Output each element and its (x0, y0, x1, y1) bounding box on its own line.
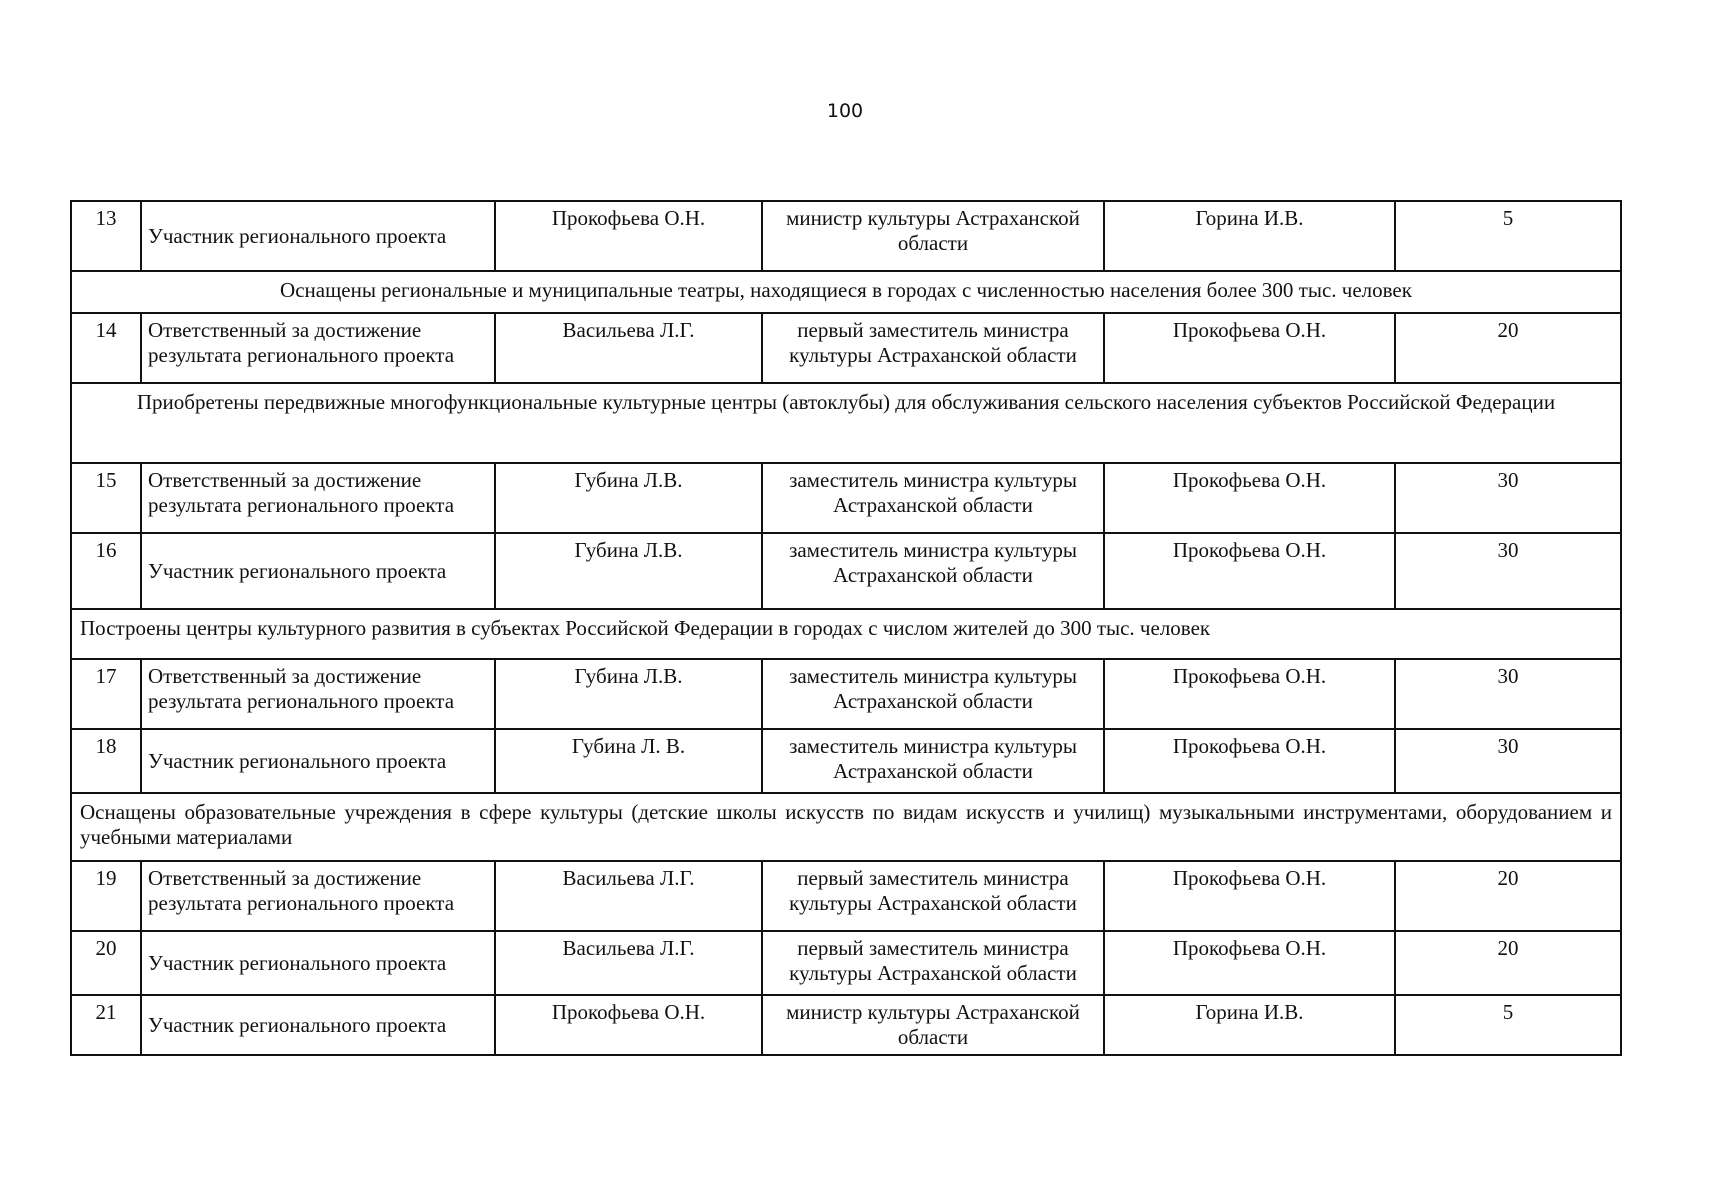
responsible-position: министр культуры Астраханской области (762, 201, 1104, 271)
row-number: 17 (71, 659, 141, 729)
responsible-name: Губина Л.В. (495, 533, 762, 609)
table-row (71, 931, 1621, 995)
table-row (71, 995, 1621, 1055)
workload-percent: 5 (1395, 995, 1621, 1055)
responsible-name: Губина Л.В. (495, 463, 762, 533)
responsible-position: первый заместитель министра культуры Астраханской области (762, 861, 1104, 931)
table-row (71, 463, 1621, 533)
responsible-position: первый заместитель министра культуры Астраханской области (762, 931, 1104, 995)
workload-percent: 20 (1395, 313, 1621, 383)
supervisor-name: Прокофьева О.Н. (1104, 533, 1395, 609)
responsible-position: министр культуры Астраханской области (762, 995, 1104, 1055)
project-role: Ответственный за достижение результата регионального проекта (141, 313, 495, 383)
row-number: 13 (71, 201, 141, 271)
table-row (71, 659, 1621, 729)
section-title: Оснащены образовательные учреждения в сфере культуры (детские школы искусств по видам искусств и училищ) музыкальными инструментами, оборудованием и учебными материалами (71, 793, 1621, 861)
row-number: 15 (71, 463, 141, 533)
project-role: Участник регионального проекта (141, 995, 495, 1055)
responsible-position: заместитель министра культуры Астраханской области (762, 533, 1104, 609)
responsible-position: заместитель министра культуры Астраханской области (762, 463, 1104, 533)
section-row (71, 271, 1621, 313)
responsible-name: Губина Л. В. (495, 729, 762, 793)
section-title: Оснащены региональные и муниципальные театры, находящиеся в городах с численностью населения более 300 тыс. человек (71, 271, 1621, 313)
row-number: 20 (71, 931, 141, 995)
row-number: 21 (71, 995, 141, 1055)
supervisor-name: Горина И.В. (1104, 995, 1395, 1055)
responsibility-table (70, 200, 1622, 1056)
responsible-name: Васильева Л.Г. (495, 313, 762, 383)
supervisor-name: Прокофьева О.Н. (1104, 463, 1395, 533)
supervisor-name: Прокофьева О.Н. (1104, 729, 1395, 793)
project-role: Ответственный за достижение результата регионального проекта (141, 861, 495, 931)
responsible-name: Васильева Л.Г. (495, 931, 762, 995)
workload-percent: 5 (1395, 201, 1621, 271)
responsible-name: Прокофьева О.Н. (495, 201, 762, 271)
page-number: 100 (826, 100, 864, 122)
row-number: 19 (71, 861, 141, 931)
responsible-position: первый заместитель министра культуры Астраханской области (762, 313, 1104, 383)
table-row (71, 861, 1621, 931)
project-role: Участник регионального проекта (141, 729, 495, 793)
project-role: Ответственный за достижение результата регионального проекта (141, 463, 495, 533)
section-row (71, 383, 1621, 463)
workload-percent: 30 (1395, 533, 1621, 609)
responsible-position: заместитель министра культуры Астраханской области (762, 659, 1104, 729)
responsible-position: заместитель министра культуры Астраханской области (762, 729, 1104, 793)
supervisor-name: Прокофьева О.Н. (1104, 659, 1395, 729)
responsible-name: Васильева Л.Г. (495, 861, 762, 931)
responsible-name: Губина Л.В. (495, 659, 762, 729)
supervisor-name: Прокофьева О.Н. (1104, 931, 1395, 995)
supervisor-name: Горина И.В. (1104, 201, 1395, 271)
table-row (71, 313, 1621, 383)
row-number: 18 (71, 729, 141, 793)
supervisor-name: Прокофьева О.Н. (1104, 861, 1395, 931)
workload-percent: 20 (1395, 931, 1621, 995)
responsible-name: Прокофьева О.Н. (495, 995, 762, 1055)
section-row (71, 609, 1621, 659)
project-role: Участник регионального проекта (141, 931, 495, 995)
workload-percent: 30 (1395, 659, 1621, 729)
section-row (71, 793, 1621, 861)
workload-percent: 30 (1395, 463, 1621, 533)
workload-percent: 30 (1395, 729, 1621, 793)
table-row (71, 201, 1621, 271)
table-row (71, 729, 1621, 793)
section-title: Построены центры культурного развития в субъектах Российской Федерации в городах с числом жителей до 300 тыс. человек (71, 609, 1621, 659)
section-title: Приобретены передвижные многофункциональные культурные центры (автоклубы) для обслуживания сельского населения субъектов Российской Федерации (71, 383, 1621, 463)
row-number: 16 (71, 533, 141, 609)
supervisor-name: Прокофьева О.Н. (1104, 313, 1395, 383)
project-role: Участник регионального проекта (141, 533, 495, 609)
workload-percent: 20 (1395, 861, 1621, 931)
project-role: Участник регионального проекта (141, 201, 495, 271)
table-row (71, 533, 1621, 609)
project-role: Ответственный за достижение результата регионального проекта (141, 659, 495, 729)
row-number: 14 (71, 313, 141, 383)
